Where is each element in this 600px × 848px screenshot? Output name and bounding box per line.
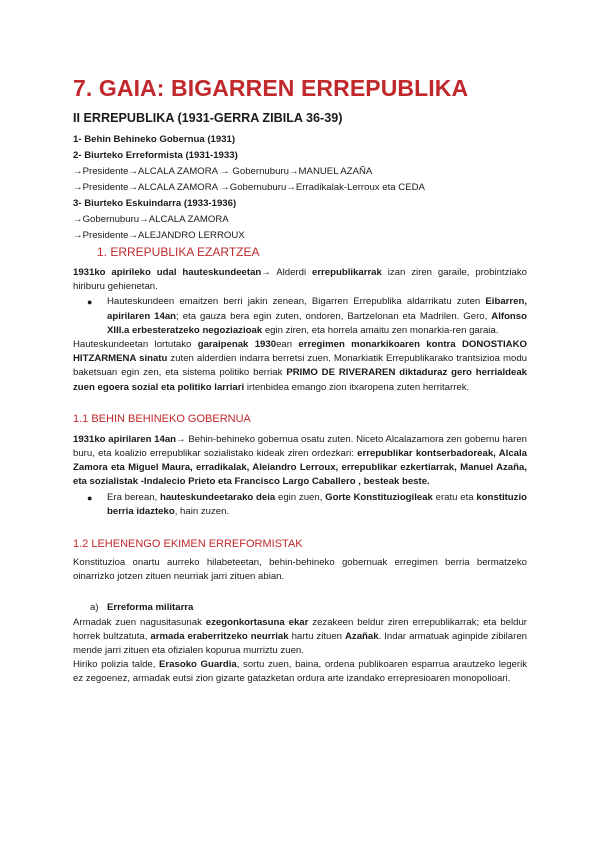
- subsection-heading: a) Erreforma militarra: [90, 602, 194, 614]
- section11-paragraph: 1931ko apirilaren 14an→ Behin-behineko gobernua osatu zuten. Niceto Alcalazamora zen gobernu haren buru, eta koalizio errepublikar sozialistako kideak ziren ordezkari: errepublikar kontserbadoreak, Alcala Zamora eta Miguel Maura, erradikalak, Aleiandro Lerroux, errepublikar ezkertiarrak, Manuel Azaña, eta sozialistak -Indalecio Prieto eta Francisco Largo Caballero , besteak beste.: [73, 433, 527, 488]
- list-item: ● Era berean, hauteskundeetarako deia egin zuen, Gorte Konstituziogileak eratu eta konstituzio berria idazteko, hain zuzen.: [87, 491, 527, 517]
- list-item: ● Hauteskundeen emaitzen berri jakin zenean, Bigarren Errepublika aldarrikatu zuten Eibarren, apirilaren 14an; eta gauza bera egin zuten, ondoren, Bartzelonan eta Madrilen. Gero, Alfonso XIII.a erbesteratzeko negoziazioak egin ziren, eta horrela amaitu zen monarkia-ren garaia.: [87, 296, 527, 336]
- section-heading-1-2: 1.2 LEHENENGO EKIMEN ERREFORMISTAK: [73, 538, 303, 551]
- police-paragraph: Hiriko polizia talde, Erasoko Guardia, sortu zuen, baina, ordena publikoaren esparrua arautzeko legerik ez zegoenez, armadak eutsi zion gizarte gatazketan ordura arte izandako errepresioaren monopolioari.: [73, 659, 527, 685]
- stage-line: →Gobernuburu→ALCALA ZAMORA: [73, 214, 229, 225]
- bullet-icon: ●: [87, 492, 93, 503]
- stage-line: →Presidente→ALCALA ZAMORA →Gobernuburu→Erradikalak-Lerroux eta CEDA: [73, 182, 425, 193]
- section-heading-1: 1. ERREPUBLIKA EZARTZEA: [97, 245, 260, 259]
- stage-line: 3- Biurteko Eskuindarra (1933-1936): [73, 198, 237, 209]
- page-content: [73, 71, 527, 687]
- section11-bullets: [73, 491, 527, 519]
- page-subtitle: II ERREPUBLIKA (1931-GERRA ZIBILA 36-39): [73, 111, 343, 125]
- stage-line: →Presidente→ALEJANDRO LERROUX: [73, 230, 245, 241]
- military-reform-paragraph: Armadak zuen nagusitasunak ezegonkortasuna ekar zezakeen beldur ziren errepublikarrak; eta beldur horrek bultzatuta, armada eraberritzeko neurriak hartu zituen Azañak. Indar armatuak aginpide zibilaren mende jarri zituen eta ofizialen kopurua murriztu zuen.: [73, 616, 528, 657]
- section1-intro: 1931ko apirileko udal hauteskundeetan→ Alderdi errepublikarrak izan ziren garaile, probintziako hiriburu gehienetan.: [73, 267, 527, 293]
- stage-line: 1- Behin Behineko Gobernua (1931): [73, 134, 236, 145]
- section1-bullets: [73, 295, 527, 338]
- bullet-icon: ●: [87, 297, 93, 308]
- stage-line: →Presidente→ALCALA ZAMORA → Gobernuburu→MANUEL AZAÑA: [73, 166, 373, 177]
- section12-paragraph: Konstituzioa onartu aurreko hilabeteetan, behin-behineko gobernuak erregimen berria bermatzeko oinarrizko jotzen zituen neurriak jarri zituen abian.: [73, 557, 527, 583]
- section-heading-1-1: 1.1 BEHIN BEHINEKO GOBERNUA: [73, 412, 251, 425]
- page-title: 7. GAIA: BIGARREN ERREPUBLIKA: [73, 75, 469, 101]
- stage-line: 2- Biurteko Erreformista (1931-1933): [73, 150, 238, 161]
- section1-paragraph: Hauteskundeetan lortutako garaipenak 1930ean erregimen monarkikoaren kontra DONOSTIAKO HITZARMENA sinatu zuten alderdien indarra berretsi zuen. Monarkiatik Errepublikarako trantsizioa modu baketsuan egin zen, eta sistema politiko berriak PRIMO DE RIVERAREN diktaduraz gero herrialdeak zuen egoera sozial eta politiko larriari irtenbidea emango zion itxaropena zuten herritarrek.: [73, 339, 527, 393]
- stage-list: [73, 132, 527, 244]
